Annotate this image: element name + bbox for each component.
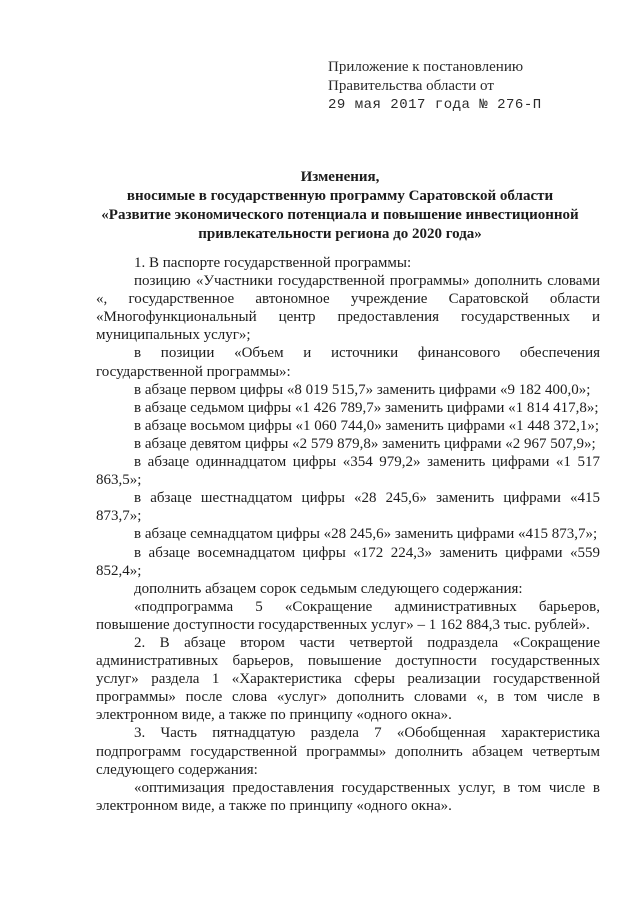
paragraph-5: в абзаце седьмом цифры «1 426 789,7» заменить цифрами «1 814 417,8»; — [134, 399, 599, 416]
document-heading — [90, 168, 590, 244]
paragraph-13: «подпрограмма 5 «Сокращение административных барьеров, повышение доступности государственных услуг» – 1 162 884,3 тыс. рублей». — [96, 598, 600, 633]
paragraph-7: в абзаце девятом цифры «2 579 879,8» заменить цифрами «2 967 507,9»; — [134, 435, 596, 452]
paragraph-16: «оптимизация предоставления государственных услуг, в том числе в электронном виде, а также по принципу «одного окна». — [96, 779, 600, 814]
paragraph-15: 3. Часть пятнадцатую раздела 7 «Обобщенная характеристика подпрограмм государственной программы» дополнить абзацем четвертым следующего содержания: — [96, 725, 600, 778]
paragraph-9: в абзаце шестнадцатом цифры «28 245,6» заменить цифрами «415 873,7»; — [96, 490, 600, 525]
appendix-date-number: 29 мая 2017 года № 276-П — [328, 97, 542, 113]
appendix-block — [328, 58, 542, 115]
appendix-line-2: Правительства области от — [328, 78, 494, 94]
paragraph-1: 1. В паспорте государственной программы: — [134, 255, 412, 271]
heading-line-2: вносимые в государственную программу Саратовской области — [126, 188, 554, 204]
paragraph-11: в абзаце восемнадцатом цифры «172 224,3» заменить цифрами «559 852,4»; — [96, 544, 600, 579]
appendix-line-1: Приложение к постановлению — [328, 59, 524, 75]
paragraph-3: в позиции «Объем и источники финансового обеспечения государственной программы»: — [96, 345, 600, 380]
paragraph-8: в абзаце одиннадцатом цифры «354 979,2» заменить цифрами «1 517 863,5»; — [96, 454, 600, 489]
heading-line-3: «Развитие экономического потенциала и повышение инвестиционной — [101, 207, 579, 223]
paragraph-14: 2. В абзаце втором части четвертой подраздела «Сокращение административных барьеров, повышение доступности государственных услуг» раздела 1 «Характеристика сферы реализации государственной программы» после слова «услуг» дополнить словами «, в том числе в электронном виде, а также по принципу «одного окна». — [96, 634, 600, 724]
heading-line-4: привлекательности региона до 2020 года» — [198, 226, 482, 242]
paragraph-10: в абзаце семнадцатом цифры «28 245,6» заменить цифрами «415 873,7»; — [134, 526, 598, 543]
paragraph-6: в абзаце восьмом цифры «1 060 744,0» заменить цифрами «1 448 372,1»; — [134, 417, 600, 434]
paragraph-4: в абзаце первом цифры «8 019 515,7» заменить цифрами «9 182 400,0»; — [134, 381, 591, 398]
paragraph-2: позицию «Участники государственной программы» дополнить словами «, государственное автономное учреждение Саратовской области «Многофункциональный центр предоставления государственных и муниципальных услуг»; — [96, 273, 600, 344]
document-body — [96, 254, 600, 815]
paragraph-12: дополнить абзацем сорок седьмым следующего содержания: — [134, 580, 523, 597]
heading-line-1: Изменения, — [300, 169, 380, 185]
